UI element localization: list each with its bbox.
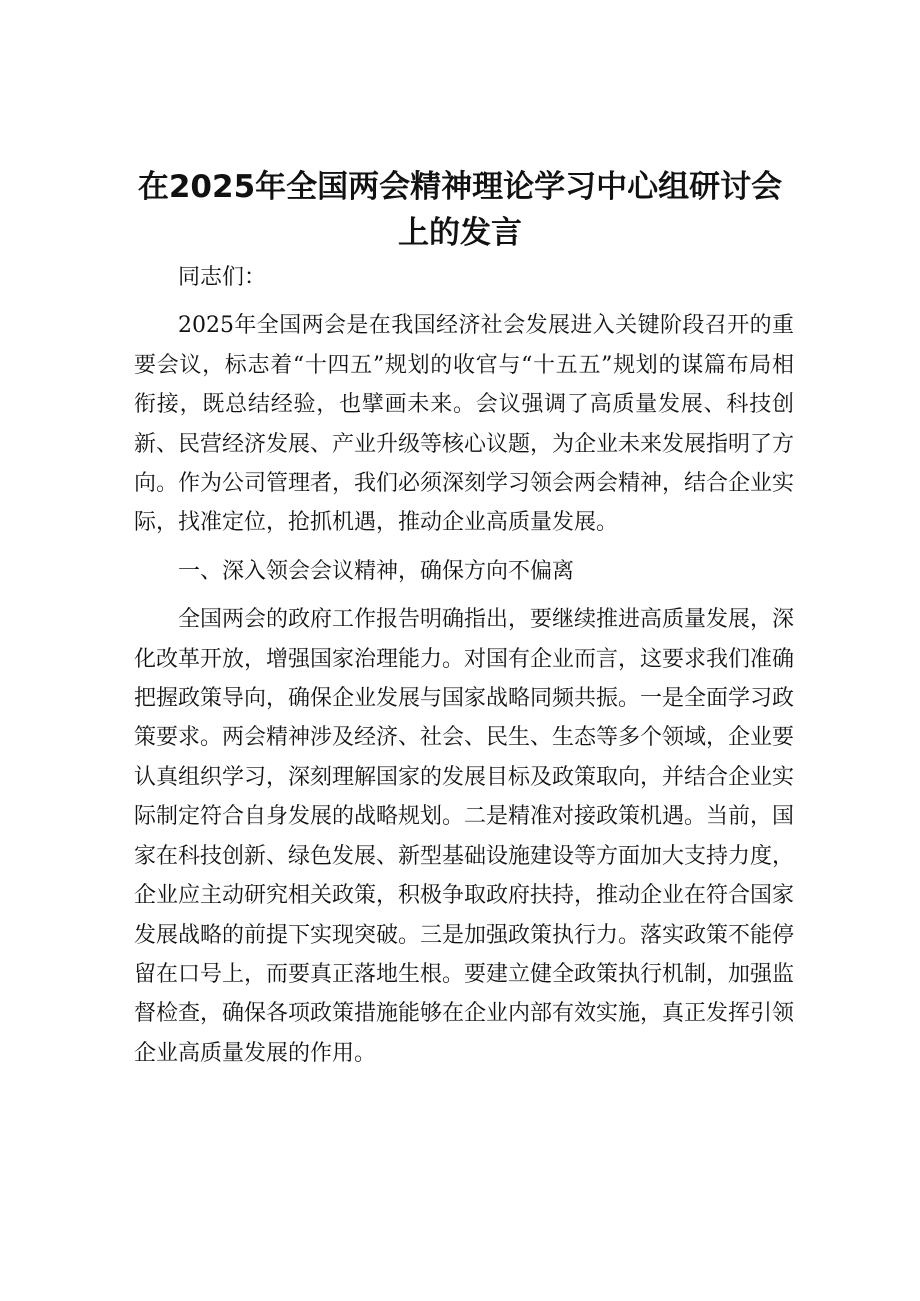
document-body xyxy=(134,258,794,1073)
title-line-1: 在2025年全国两会精神理论学习中心组研讨会 xyxy=(137,169,783,205)
intro-paragraph: 2025年全国两会是在我国经济社会发展进入关键阶段召开的重要会议，标志着“十四五”规划的收官与“十五五”规划的谋篇布局相衔接，既总结经验，也擘画未来。会议强调了高质量发展、科技创新、民营经济发展、产业升级等核心议题，为企业未来发展指明了方向。作为公司管理者，我们必须深刻学习领会两会精神，结合企业实际，找准定位，抢抓机遇，推动企业高质量发展。 xyxy=(134,313,795,536)
section-1-paragraph: 全国两会的政府工作报告明确指出，要继续推进高质量发展，深化改革开放，增强国家治理能力。对国有企业而言，这要求我们准确把握政策导向，确保企业发展与国家战略同频共振。一是全面学习政策要求。两会精神涉及经济、社会、民生、生态等多个领域，企业要认真组织学习，深刻理解国家的发展目标及政策取向，并结合企业实际制定符合自身发展的战略规划。二是精准对接政策机遇。当前，国家在科技创新、绿色发展、新型基础设施建设等方面加大支持力度，企业应主动研究相关政策，积极争取政府扶持，推动企业在符合国家发展战略的前提下实现突破。三是加强政策执行力。落实政策不能停留在口号上，而要真正落地生根。要建立健全政策执行机制，加强监督检查，确保各项政策措施能够在企业内部有效实施，真正发挥引领企业高质量发展的作用。 xyxy=(134,607,795,1066)
title-line-2: 上的发言 xyxy=(398,215,522,251)
section-heading-1: 一、深入领会会议精神，确保方向不偏离 xyxy=(178,558,575,584)
salutation: 同志们： xyxy=(178,265,267,290)
document-title xyxy=(130,164,790,256)
